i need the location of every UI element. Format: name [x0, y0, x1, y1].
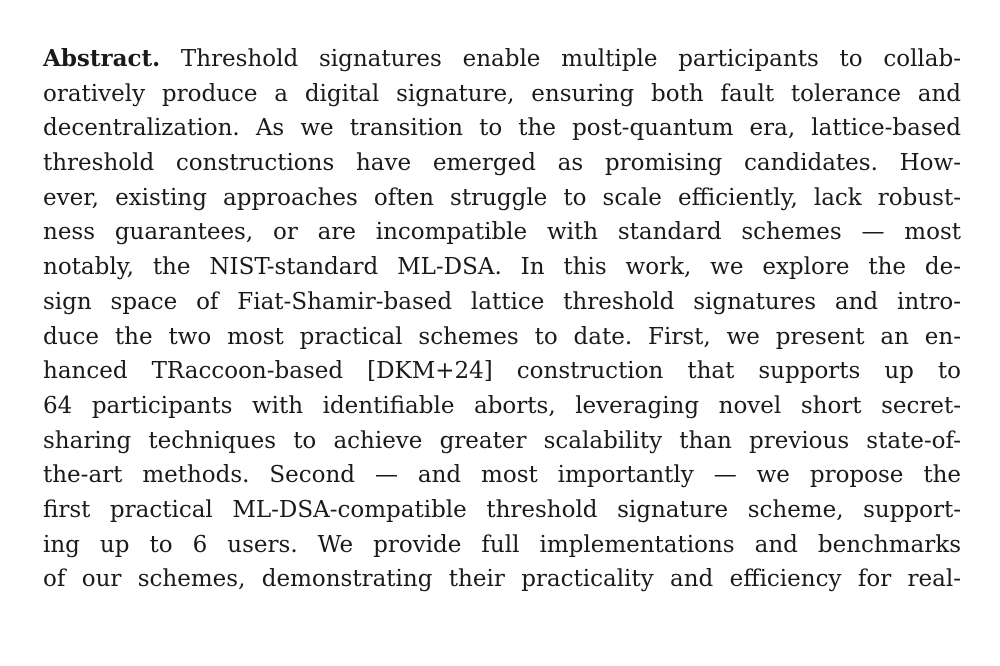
abstract-line: decentralization. As we transition to the post-quantum era, lattice-based — [43, 115, 961, 142]
abstract-line: the-art methods. Second — and most importantly — we propose the — [43, 462, 961, 489]
abstract-line: duce the two most practical schemes to date. First, we present an en- — [43, 323, 961, 350]
abstract-line: first practical ML-DSA-compatible threshold signature scheme, support- — [43, 496, 961, 523]
abstract-line: sign space of Fiat-Shamir-based lattice threshold signatures and intro- — [43, 288, 961, 315]
abstract-line: ever, existing approaches often struggle to scale efficiently, lack robust- — [43, 184, 961, 211]
abstract-line: 64 participants with identifiable aborts, leveraging novel short secret- — [43, 392, 961, 419]
abstract-line: of our schemes, demonstrating their practicality and efficiency for real- — [43, 566, 961, 593]
abstract-line: hanced TRaccoon-based [DKM+24] construction that supports up to — [43, 358, 961, 385]
abstract-paragraph — [43, 42, 961, 597]
abstract-line: ness guarantees, or are incompatible with standard schemes — most — [43, 219, 961, 246]
abstract-line: oratively produce a digital signature, ensuring both fault tolerance and — [43, 80, 961, 107]
abstract-line: sharing techniques to achieve greater scalability than previous state-of- — [43, 427, 961, 454]
abstract-line: notably, the NIST-standard ML-DSA. In this work, we explore the de- — [43, 254, 961, 281]
abstract-line: Abstract. Threshold signatures enable multiple participants to collab- — [43, 45, 961, 72]
abstract-heading: Abstract. — [43, 45, 161, 72]
abstract-line: ing up to 6 users. We provide full implementations and benchmarks — [43, 531, 961, 558]
abstract-line: threshold constructions have emerged as promising candidates. How- — [43, 150, 961, 177]
